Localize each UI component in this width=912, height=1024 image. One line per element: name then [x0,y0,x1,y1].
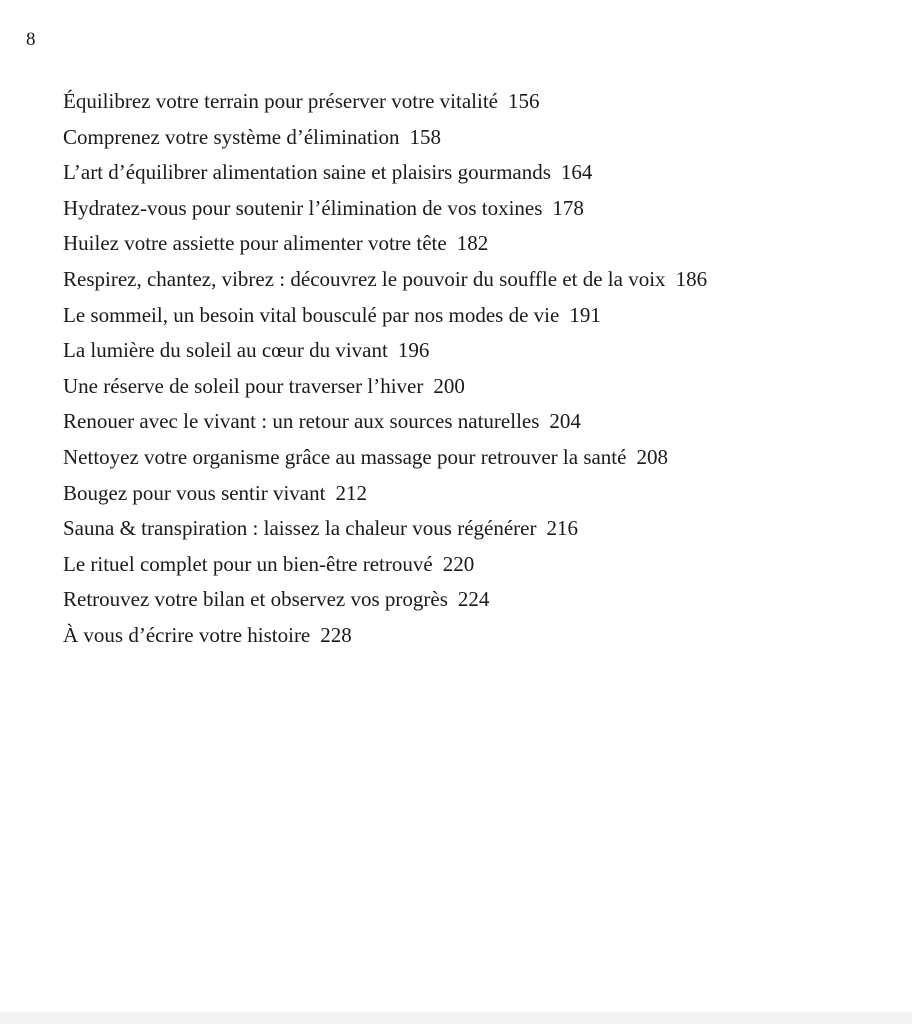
toc-entry-title: Respirez, chantez, vibrez : découvrez le pouvoir du souffle et de la voix [63,266,666,291]
toc-entry-title: L’art d’équilibrer alimentation saine et plaisirs gourmands [63,160,551,185]
toc-entry-title: Comprenez votre système d’élimination [63,124,400,149]
toc-entry [63,369,707,405]
toc-entry [63,155,707,191]
toc-entry-page: 228 [320,622,352,647]
toc-entry-title: Hydratez-vous pour soutenir l’élimination de vos toxines [63,195,543,220]
toc-entry-title: À vous d’écrire votre histoire [63,622,311,647]
toc-entry-page: 164 [560,160,593,185]
toc-entry-page: 191 [569,302,601,327]
toc-entry-page: 156 [507,89,540,113]
toc-entry [63,440,707,476]
toc-entry [63,404,707,440]
toc-entry-page: 224 [457,587,490,612]
toc-entry-title: Le sommeil, un besoin vital bousculé par nos modes de vie [63,302,560,327]
toc-entry [63,298,707,334]
toc-entry [63,547,707,583]
page-number: 8 [26,29,36,50]
toc-entry [63,226,707,262]
toc-entry [63,262,707,298]
toc-entry [63,84,707,120]
toc-entry [63,511,707,547]
toc-entry-title: Équilibrez votre terrain pour préserver votre vitalité [63,89,498,113]
toc-entry-title: Sauna & transpiration : laissez la chaleur vous régénérer [63,516,537,541]
toc-entry-title: Une réserve de soleil pour traverser l’hiver [63,373,424,398]
toc-entry [63,582,707,618]
toc-entry-page: 204 [549,409,581,434]
toc-entry-page: 212 [335,480,367,505]
toc-entry-page: 196 [397,338,430,363]
toc-entry-title: La lumière du soleil au cœur du vivant [63,338,388,363]
toc-entry [63,120,707,156]
toc-entry-page: 158 [409,124,441,149]
toc-entry-page: 178 [552,195,584,220]
toc-entry-page: 182 [456,231,489,256]
toc-entry [63,476,707,512]
toc-entry-title: Nettoyez votre organisme grâce au massage pour retrouver la santé [63,444,627,469]
toc-entry-page: 220 [442,551,475,576]
toc-entry [63,333,707,369]
table-of-contents [63,84,707,654]
toc-entry-title: Renouer avec le vivant : un retour aux sources naturelles [63,409,540,434]
toc-entry-page: 216 [546,516,578,541]
toc-entry-title: Retrouvez votre bilan et observez vos progrès [63,587,448,612]
toc-entry-title: Huilez votre assiette pour alimenter votre tête [63,231,447,256]
toc-entry-page: 208 [636,444,668,469]
toc-entry-title: Le rituel complet pour un bien-être retrouvé [63,551,433,576]
toc-entry [63,618,707,654]
toc-entry [63,191,707,227]
toc-entry-page: 186 [675,266,708,291]
toc-entry-title: Bougez pour vous sentir vivant [63,480,326,505]
toc-entry-page: 200 [433,373,465,398]
